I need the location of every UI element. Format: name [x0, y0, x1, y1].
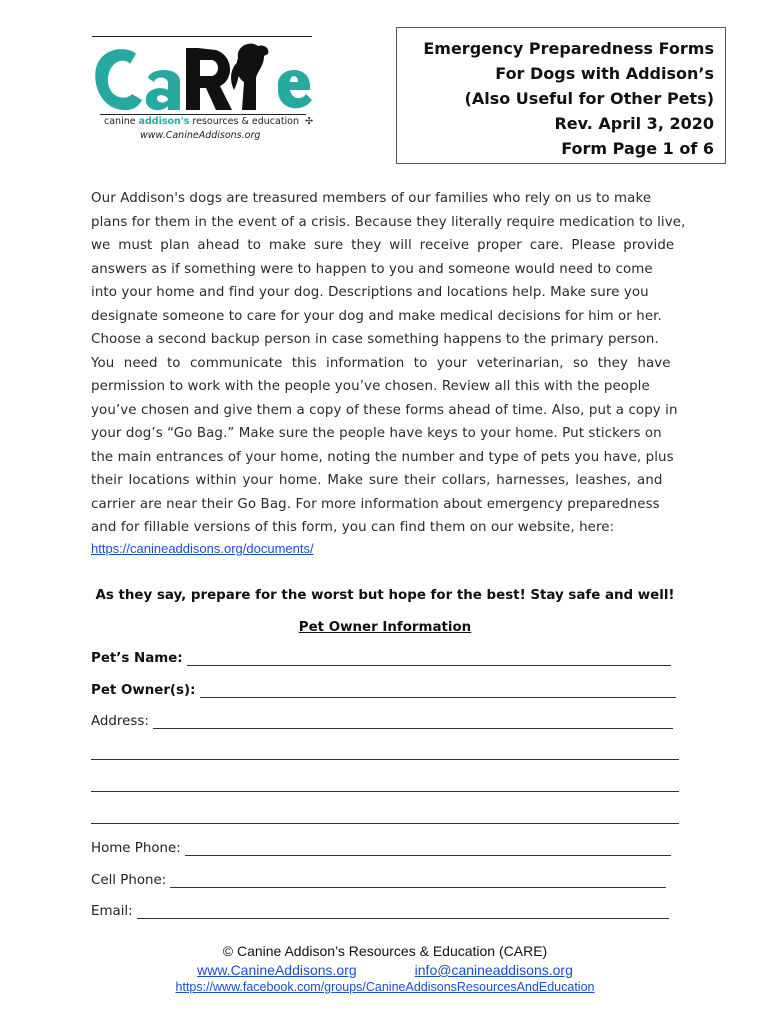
home-phone-label: Home Phone: — [91, 841, 181, 856]
page-number: Form Page 1 of 6 — [561, 139, 714, 158]
address-field[interactable] — [91, 714, 673, 729]
intro-line: plans for them in the event of a crisis. Because they literally require medication to live, — [91, 214, 686, 230]
address-line-4[interactable] — [91, 823, 679, 824]
logo-rule-top — [92, 36, 312, 37]
footer-copyright: © Canine Addison’s Resources & Education (CARE) — [222, 943, 548, 959]
intro-line: the main entrances of your home, noting the number and type of pets you have, plus — [91, 449, 674, 465]
pet-owners-line[interactable] — [200, 685, 676, 698]
address-label: Address: — [91, 714, 149, 729]
intro-line: Our Addison's dogs are treasured members of our families who rely on us to make — [91, 191, 652, 206]
home-phone-line[interactable] — [185, 843, 671, 856]
intro-line: carrier are near their Go Bag. For more information about emergency preparedness — [91, 496, 660, 512]
intro-line: your dog’s “Go Bag.” Make sure the people have keys to your home. Put stickers on — [91, 426, 662, 441]
cell-phone-line[interactable] — [170, 875, 666, 888]
email-field[interactable] — [91, 904, 669, 919]
cell-phone-label: Cell Phone: — [91, 873, 167, 888]
logo-tagline: canine addison's resources & education ✣ — [104, 116, 314, 127]
footer-website-link[interactable]: www.CanineAddisons.org — [197, 962, 357, 978]
pets-name-label: Pet’s Name: — [91, 651, 183, 666]
email-line[interactable] — [137, 906, 669, 919]
intro-paragraph — [91, 187, 686, 540]
motto: As they say, prepare for the worst but hope for the best! Stay safe and well! — [95, 588, 675, 603]
title-line: Emergency Preparedness Forms — [423, 39, 714, 58]
pet-owners-field[interactable] — [91, 683, 676, 698]
address-line[interactable] — [153, 716, 673, 729]
intro-line: and for fillable versions of this form, you can find them on our website, here: — [91, 520, 615, 535]
title-box — [396, 27, 726, 164]
cell-phone-field[interactable] — [91, 873, 666, 888]
revision-date: Rev. April 3, 2020 — [554, 114, 714, 133]
documents-link[interactable]: https://canineaddisons.org/documents/ — [91, 541, 314, 556]
footer-links — [0, 962, 770, 978]
section-title: Pet Owner Information — [298, 620, 472, 635]
intro-line: permission to work with the people you’ve chosen. Review all this with the people — [91, 379, 650, 394]
pets-name-line[interactable] — [187, 653, 671, 666]
intro-line: into your home and find your dog. Descriptions and locations help. Make sure you — [91, 285, 649, 300]
intro-line: we must plan ahead to make sure they will receive proper care. Please provide — [91, 238, 675, 253]
address-line-2[interactable] — [91, 759, 679, 760]
logo-website: www.CanineAddisons.org — [140, 130, 261, 141]
pet-owners-label: Pet Owner(s): — [91, 683, 196, 698]
intro-line: Choose a second backup person in case something happens to the primary person. — [91, 332, 659, 347]
intro-line: their locations within your home. Make sure their collars, harnesses, leashes, and — [91, 473, 663, 488]
home-phone-field[interactable] — [91, 841, 671, 856]
title-line: For Dogs with Addison’s — [495, 64, 714, 83]
logo-rule-mid — [100, 114, 306, 115]
care-logo — [88, 30, 316, 146]
intro-line: You need to communicate this information to your veterinarian, so they have — [91, 355, 671, 371]
pets-name-field[interactable] — [91, 651, 671, 666]
intro-line: answers as if something were to happen to you and someone would need to come — [91, 261, 653, 277]
title-line: (Also Useful for Other Pets) — [464, 89, 714, 108]
paw-icon: ✣ — [305, 116, 314, 127]
footer-email-link[interactable]: info@canineaddisons.org — [414, 962, 573, 978]
intro-line: designate someone to care for your dog and make medical decisions for him or her. — [91, 308, 662, 324]
facebook-link[interactable]: https://www.facebook.com/groups/CanineAddisonsResourcesAndEducation — [175, 980, 595, 994]
footer-facebook — [0, 980, 770, 994]
address-line-3[interactable] — [91, 791, 679, 792]
care-wordmark-icon — [88, 38, 316, 118]
intro-line: you’ve chosen and give them a copy of these forms ahead of time. Also, put a copy in — [91, 402, 678, 418]
email-label: Email: — [91, 904, 133, 919]
